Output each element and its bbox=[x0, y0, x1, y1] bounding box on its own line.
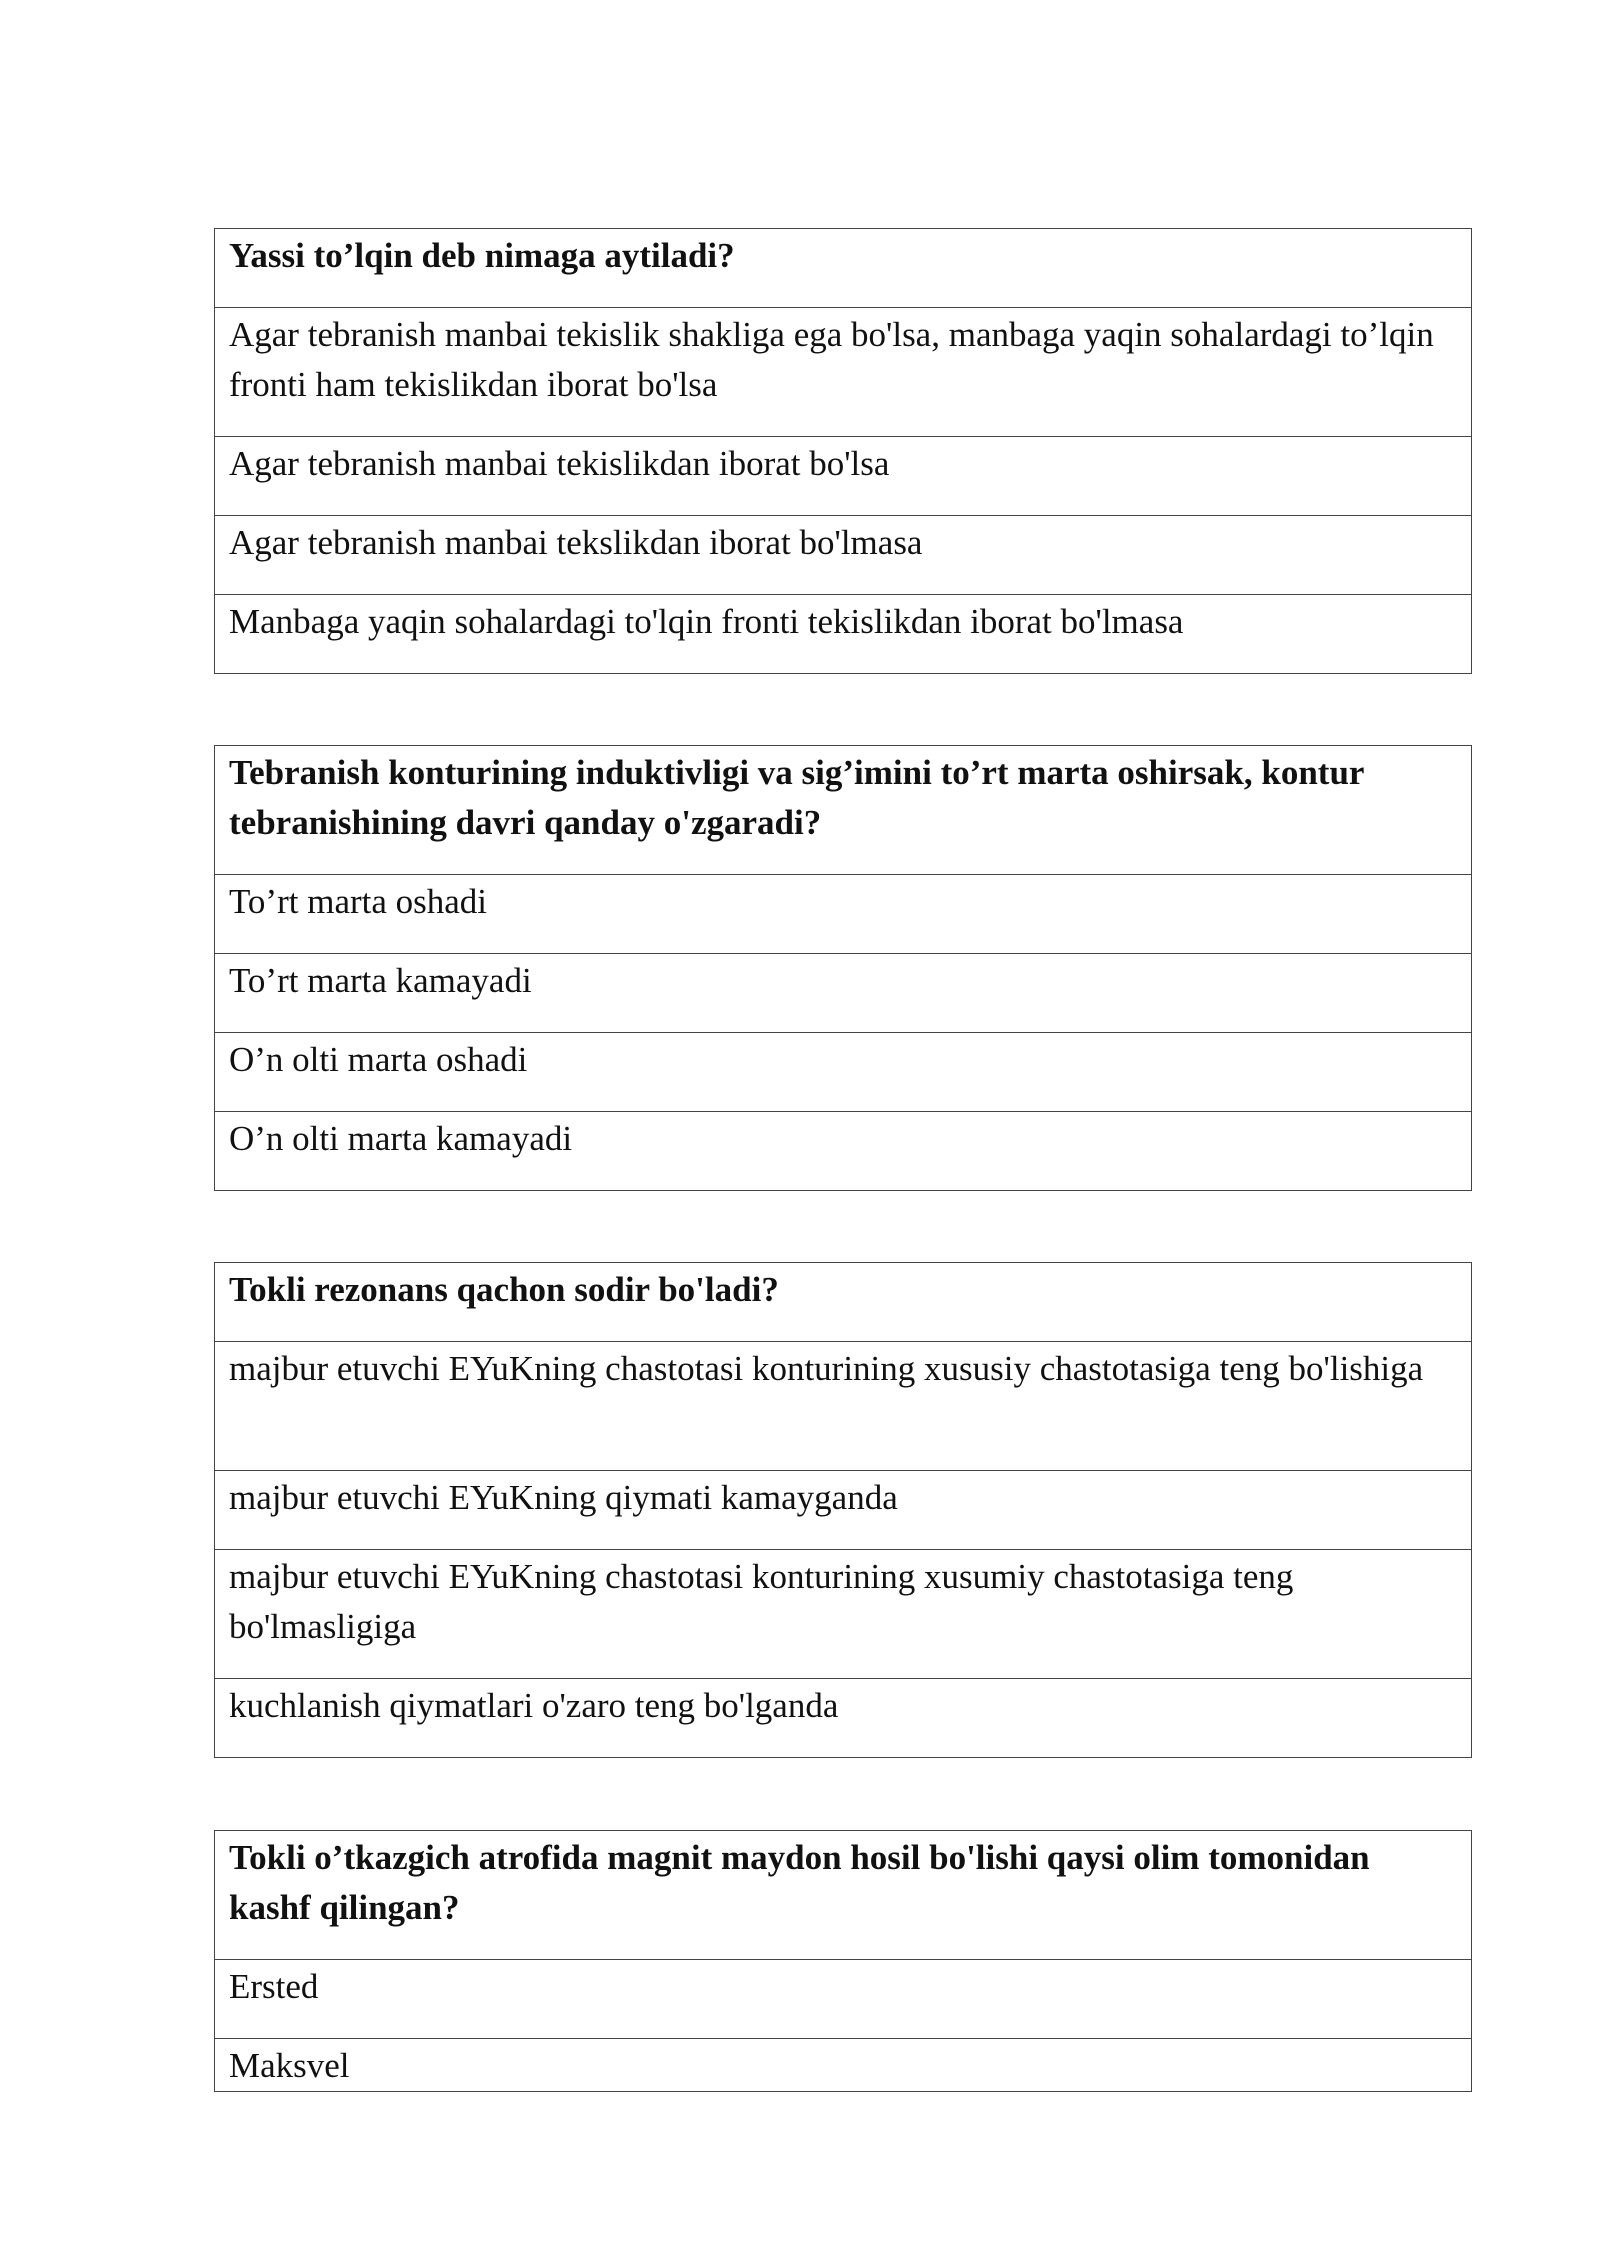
question-table-2 bbox=[214, 745, 1472, 1191]
answer-option: Agar tebranish manbai tekislikdan iborat bo'lsa bbox=[215, 437, 1472, 516]
question-text: Tebranish konturining induktivligi va sig’imini to’rt marta oshirsak, kontur tebranishining davri qanday o'zgaradi? bbox=[215, 746, 1472, 875]
answer-option: majbur etuvchi EYuKning chastotasi konturining xusumiy chastotasiga teng bo'lmasligiga bbox=[215, 1550, 1472, 1679]
answer-option: Manbaga yaqin sohalardagi to'lqin fronti tekislikdan iborat bo'lmasa bbox=[215, 595, 1472, 674]
answer-option: O’n olti marta kamayadi bbox=[215, 1112, 1472, 1191]
question-table-1 bbox=[214, 228, 1472, 674]
answer-option: O’n olti marta oshadi bbox=[215, 1033, 1472, 1112]
answer-option: To’rt marta kamayadi bbox=[215, 954, 1472, 1033]
answer-option: To’rt marta oshadi bbox=[215, 875, 1472, 954]
answer-option: kuchlanish qiymatlari o'zaro teng bo'lganda bbox=[215, 1679, 1472, 1758]
question-table-4 bbox=[214, 1830, 1472, 2092]
answer-option: Agar tebranish manbai tekslikdan iborat bo'lmasa bbox=[215, 516, 1472, 595]
answer-option: Maksvel bbox=[215, 2039, 1472, 2092]
answer-option: Ersted bbox=[215, 1960, 1472, 2039]
question-text: Tokli rezonans qachon sodir bo'ladi? bbox=[215, 1263, 1472, 1342]
question-table-3 bbox=[214, 1262, 1472, 1758]
question-text: Tokli o’tkazgich atrofida magnit maydon hosil bo'lishi qaysi olim tomonidan kashf qilingan? bbox=[215, 1831, 1472, 1960]
answer-option: majbur etuvchi EYuKning qiymati kamayganda bbox=[215, 1471, 1472, 1550]
answer-option: Agar tebranish manbai tekislik shakliga ega bo'lsa, manbaga yaqin sohalardagi to’lqin fronti ham tekislikdan iborat bo'lsa bbox=[215, 308, 1472, 437]
answer-option: majbur etuvchi EYuKning chastotasi konturining xususiy chastotasiga teng bo'lishiga bbox=[215, 1342, 1472, 1471]
question-text: Yassi to’lqin deb nimaga aytiladi? bbox=[215, 229, 1472, 308]
